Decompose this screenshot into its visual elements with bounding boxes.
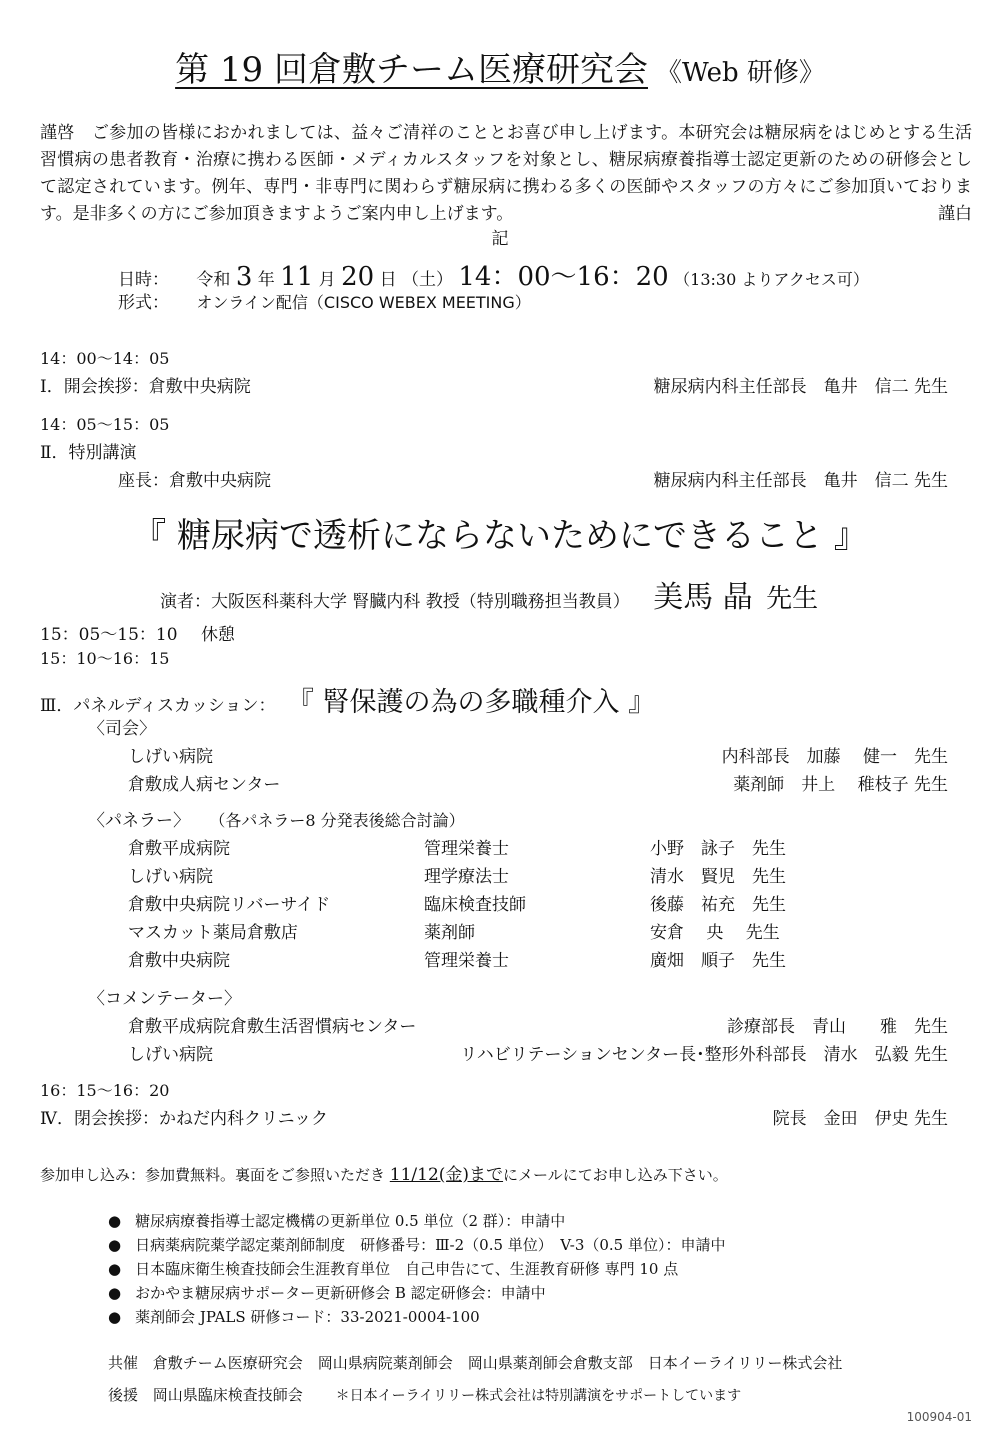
panelist-org: マスカット薬局倉敷店	[128, 923, 298, 943]
s3-time: 15：10～16：15	[40, 649, 170, 668]
s1-person: 糖尿病内科主任部長 亀井 信二 先生	[653, 377, 948, 397]
format-value: オンライン配信（CISCO WEBEX MEETING）	[196, 293, 531, 312]
cosponsor-value: 倉敷チーム医療研究会 岡山県病院薬剤師会 岡山県薬剤師会倉敷支部 日本イーライリリー株式会社	[152, 1354, 843, 1372]
panelist-org: 倉敷平成病院	[128, 839, 230, 859]
registration-deadline: 11/12(金)まで	[389, 1165, 504, 1185]
date-access: （13:30 よりアクセス可）	[674, 270, 869, 289]
date-weekday: （土）	[401, 270, 453, 290]
datetime-label: 日時：	[118, 270, 169, 290]
support-note: ＊日本イーライリリー株式会社は特別講演をサポートしています	[335, 1388, 742, 1404]
commentators-label: 〈コメンテーター〉	[88, 989, 241, 1009]
credit-item: ● 日病薬病院薬学認定薬剤師制度 研修番号：Ⅲ-2（0.5 単位） V-3（0.5 単位）：申請中	[108, 1234, 726, 1255]
s1-time: 14：00～14：05	[40, 349, 170, 368]
registration-line	[40, 1160, 728, 1185]
date-month-unit: 月	[318, 270, 336, 290]
s4-person: 院長 金田 伊史 先生	[772, 1109, 948, 1129]
s2-chair: 座長：倉敷中央病院	[118, 471, 271, 491]
panelist-role: 管理栄養士	[424, 839, 509, 859]
intro-paragraph	[40, 120, 972, 228]
credit-item: ● 薬剤師会 JPALS 研修コード：33-2021-0004-100	[108, 1306, 480, 1327]
panelist-name: 後藤 祐充 先生	[650, 895, 786, 915]
cosponsor-label: 共催	[108, 1354, 139, 1372]
s4-heading: Ⅳ．閉会挨拶：かねだ内科クリニック	[40, 1109, 328, 1129]
panelist-org: 倉敷中央病院	[128, 951, 230, 971]
panelists-note: （各パネラー8 分発表後総合討論）	[209, 811, 465, 830]
registration-suffix: にメールにてお申し込み下さい。	[503, 1166, 728, 1184]
talk-title: 『 糖尿病で透析にならないためにできること 』	[132, 516, 868, 556]
moderator-person: 内科部長 加藤 健一 先生	[721, 747, 948, 767]
credit-item: ● 糖尿病療養指導士認定機構の更新単位 0.5 単位（2 群）：申請中	[108, 1210, 565, 1231]
panelist-org: しげい病院	[128, 867, 213, 887]
panelist-role: 管理栄養士	[424, 951, 509, 971]
commentator-person: 診療部長 青山 雅 先生	[727, 1017, 948, 1037]
panelists-label-line	[88, 806, 465, 831]
date-day-unit: 日	[379, 270, 397, 290]
s4-time: 16：15～16：20	[40, 1081, 170, 1100]
panelist-name: 廣畑 順子 先生	[650, 951, 786, 971]
support-value: 岡山県臨床検査技師会	[152, 1386, 303, 1404]
format-line	[118, 288, 531, 313]
speaker-line	[160, 572, 818, 616]
title-main: 第 19 回倉敷チーム医療研究会	[175, 50, 648, 90]
panelist-role: 薬剤師	[424, 923, 475, 943]
panelist-org: 倉敷中央病院リバーサイド	[128, 895, 331, 915]
moderators-label: 〈司会〉	[88, 719, 156, 739]
panelist-name: 小野 詠子 先生	[650, 839, 786, 859]
break-time: 15：05～15：10	[40, 625, 178, 645]
format-label: 形式：	[118, 293, 169, 313]
date-time: 14：00～16：20	[458, 262, 669, 292]
moderator-person: 薬剤師 井上 稚枝子 先生	[733, 775, 948, 795]
date-month: 11	[280, 262, 314, 292]
intro-closing: 謹白	[938, 204, 972, 224]
moderator-org: しげい病院	[128, 747, 213, 767]
credit-item: ● 日本臨床衛生検査技師会生涯教育単位 自己申告にて、生涯教育研修 専門 10 点	[108, 1258, 678, 1279]
commentator-org: 倉敷平成病院倉敷生活習慣病センター	[128, 1017, 417, 1037]
s3-heading: Ⅲ．パネルディスカッション：	[40, 696, 276, 716]
panelists-label: 〈パネラー〉	[88, 811, 190, 831]
break-line	[40, 620, 235, 645]
s2-chair-person: 糖尿病内科主任部長 亀井 信二 先生	[653, 471, 948, 491]
registration-prefix: 参加申し込み：参加費無料。裏面をご参照いただき	[40, 1166, 390, 1184]
break-label: 休憩	[200, 625, 235, 645]
speaker-label: 演者：大阪医科薬科大学 腎臓内科 教授（特別職務担当教員）	[160, 592, 630, 612]
s1-heading: Ⅰ．開会挨拶：倉敷中央病院	[40, 377, 251, 397]
date-year: 3	[235, 262, 253, 292]
intro-text: 謹啓 ご参加の皆様におかれましては、益々ご清祥のこととお喜び申し上げます。本研究会は糖尿病をはじめとする生活習慣病の患者教育・治療に携わる医師・メディカルスタッフを対象とし、糖尿病療養指導士認定更新のための研修会として認定されています。例年、専門・非専門に関わらず糖尿病に携わる多くの医師やスタッフの方々にご参加頂いております。是非多くの方にご参加頂きますようご案内申し上げます。	[40, 123, 972, 224]
panelist-role: 臨床検査技師	[424, 895, 526, 915]
speaker-honorific: 先生	[766, 584, 819, 614]
page-title	[0, 42, 1000, 91]
date-prefix: 令和	[196, 270, 231, 290]
s3-theme: 『 腎保護の為の多職種介入 』	[286, 687, 656, 718]
support-line	[108, 1384, 741, 1405]
panelist-name: 清水 賢児 先生	[650, 867, 786, 887]
s2-time: 14：05～15：05	[40, 415, 170, 434]
speaker-name: 美馬 晶	[653, 580, 753, 615]
commentator-person: リハビリテーションセンター長･整形外科部長 清水 弘毅 先生	[460, 1045, 948, 1065]
panelist-name: 安倉 央 先生	[650, 923, 780, 943]
moderator-org: 倉敷成人病センター	[128, 775, 281, 795]
commentator-org: しげい病院	[128, 1045, 213, 1065]
document-code: 100904-01	[906, 1410, 972, 1424]
date-year-unit: 年	[257, 270, 275, 290]
date-day: 20	[341, 262, 375, 292]
title-sub: 《Web 研修》	[655, 58, 825, 88]
credit-item: ● おかやま糖尿病サポーター更新研修会 B 認定研修会：申請中	[108, 1282, 546, 1303]
s2-heading: Ⅱ．特別講演	[40, 443, 137, 463]
panelist-role: 理学療法士	[424, 867, 509, 887]
support-label: 後援	[108, 1386, 139, 1404]
cosponsor-line	[108, 1352, 842, 1373]
ki-mark: 記	[491, 229, 509, 249]
